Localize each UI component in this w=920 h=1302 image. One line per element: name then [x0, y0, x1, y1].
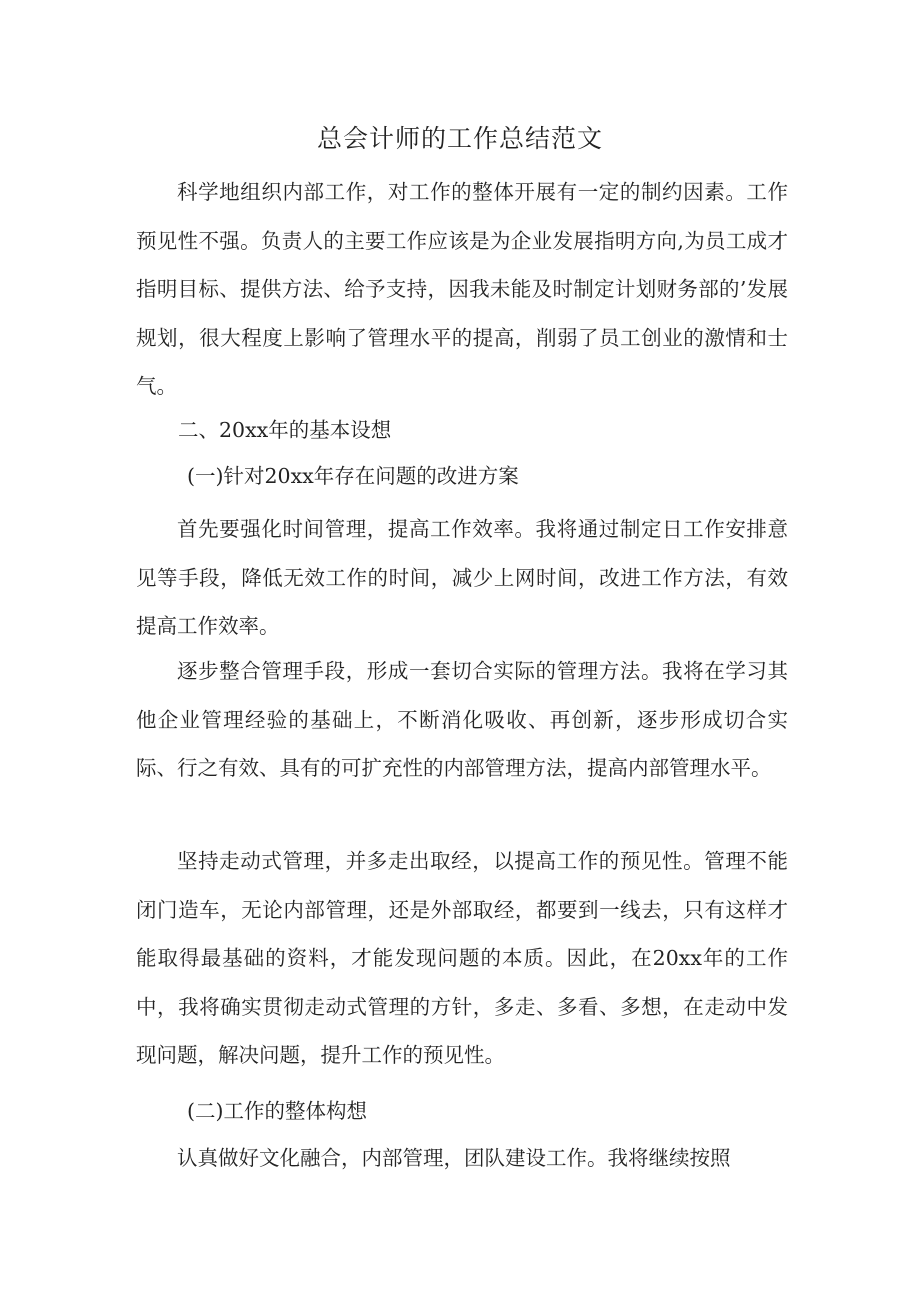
paragraph-organization-issues: 科学地组织内部工作，对工作的整体开展有一定的制约因素。工作预见性不强。负责人的主要工作应该是为企业发展指明方向,为员工成才指明目标、提供方法、给予支持，因我未能及时制定计划财务部的’发展规划，很大程度上影响了管理水平的提高，削弱了员工创业的激情和士气。: [136, 180, 788, 398]
subsection-heading-overall-concept: (二)工作的整体构想: [187, 1099, 367, 1123]
paragraph-walking-management: 坚持走动式管理，并多走出取经，以提高工作的预见性。管理不能闭门造车，无论内部管理，还是外部取经，都要到一线去，只有这样才能取得最基础的资料，才能发现问题的本质。因此，在20xx年的工作中，我将确实贯彻走动式管理的方针，多走、多看、多想，在走动中发现问题，解决问题，提升工作的预见性。: [136, 849, 788, 1067]
section-heading-basic-plan: 二、20xx年的基本设想: [178, 418, 392, 442]
subsection-heading-improvement-plan: (一)针对20xx年存在问题的改进方案: [187, 464, 519, 488]
document-title: 总会计师的工作总结范文: [316, 124, 603, 153]
paragraph-culture-integration: 认真做好文化融合，内部管理，团队建设工作。我将继续按照: [177, 1146, 731, 1170]
paragraph-time-management: 首先要强化时间管理，提高工作效率。我将通过制定日工作安排意见等手段，降低无效工作的时间，减少上网时间，改进工作方法，有效提高工作效率。: [136, 517, 788, 638]
paragraph-management-methods: 逐步整合管理手段，形成一套切合实际的管理方法。我将在学习其他企业管理经验的基础上，不断消化吸收、再创新，逐步形成切合实际、行之有效、具有的可扩充性的内部管理方法，提高内部管理水平。: [136, 659, 788, 780]
